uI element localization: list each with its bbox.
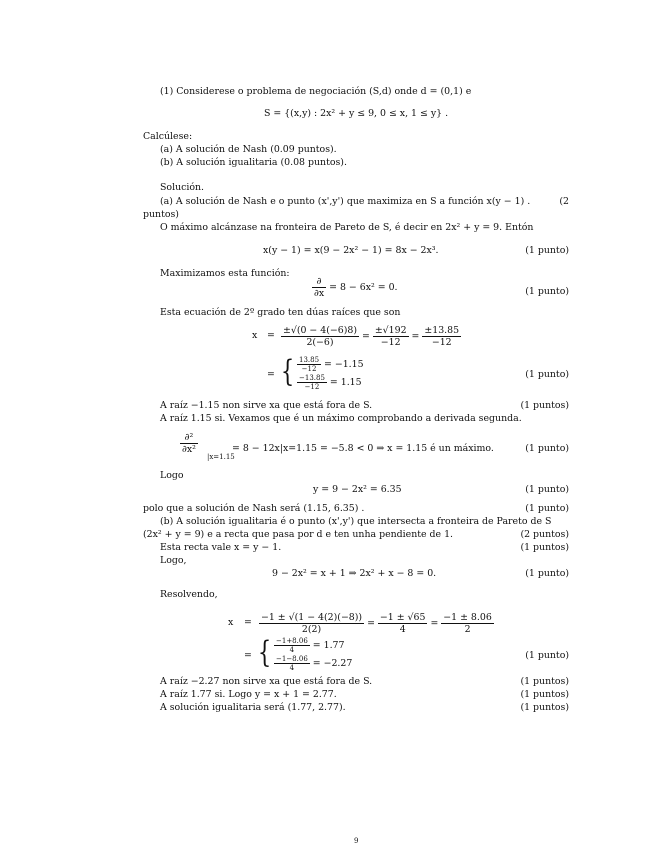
root-pos-den: −12 (304, 383, 320, 391)
derivative-rhs: = 8 − 6x² = 0. (329, 282, 398, 293)
roots-points: (1 punto) (525, 369, 569, 380)
maximize-text: Maximizamos esta función: (160, 268, 290, 279)
equation-objective: x(y − 1) = x(9 − 2x² − 1) = 8x − 2x³. (263, 245, 439, 256)
equation-objective-points: (1 punto) (525, 245, 569, 256)
page-number: 9 (354, 837, 359, 845)
root-pos-value: = 1.15 (329, 377, 362, 388)
second-deriv-rhs: = 8 − 12x|x=1.15 = −5.8 < 0 ⇒ x = 1.15 é un máximo. (232, 443, 494, 454)
root2-neg-den: 4 (289, 664, 295, 672)
part-b: (b) A solución igualitaria (0.08 puntos). (160, 157, 347, 168)
quadratic2-num-2: −1 ± √65 (379, 612, 426, 623)
negative-root-text: A raíz −1.15 non sirve xa que está fora de S. (160, 400, 373, 411)
solving-text: Resolvendo, (160, 589, 218, 600)
egalitarian-intro: (b) A solución igualitaria é o punto (x',y') que intersecta a fronteira de Pareto de S (160, 516, 552, 527)
positive-root-text: A raíz 1.15 si. Vexamos que é un máximo comprobando a derivada segunda. (160, 413, 522, 424)
roots2-brace: { (257, 635, 272, 670)
nash-intro-points: (2 (559, 196, 569, 207)
quadratic-den-2: −12 (380, 337, 401, 348)
positive-root2-text: A raíz 1.77 si. Logo y = x + 1 = 2.77. (160, 689, 337, 700)
solution-heading: Solución. (160, 182, 205, 193)
quadratic2-den-2: 4 (399, 624, 406, 635)
egalitarian-solution: A solución igualitaria será (1.77, 2.77). (160, 702, 346, 713)
root2-neg-value: = −2.27 (312, 658, 353, 669)
roots-text: Esta ecuación de 2º grado ten dúas raíces que son (160, 307, 401, 318)
quadratic-num-3: ±13.85 (424, 325, 460, 336)
nash-solution: polo que a solución de Nash será (1.15, 6.35) . (143, 503, 365, 514)
quadratic-den-3: −12 (431, 337, 452, 348)
root2-negative (274, 655, 352, 672)
root-negative (297, 356, 364, 373)
derivative-numerator: ∂ (312, 276, 326, 288)
part-a: (a) A solución de Nash (0.09 puntos). (160, 144, 337, 155)
quadratic2-x: x (228, 617, 234, 628)
root2-pos-num: −1+8.06 (276, 637, 308, 645)
quadratic2-num-3: −1 ± 8.06 (443, 612, 492, 623)
root2-pos-den: 4 (289, 646, 295, 654)
negative-root-points: (1 puntos) (520, 400, 569, 411)
logo2-label: Logo, (160, 555, 187, 566)
problem-intro: (1) Considerese o problema de negociación (S,d) onde d = (0,1) e (160, 86, 472, 97)
derivative-equation (312, 276, 398, 299)
egalitarian-intro-points: (2 puntos) (520, 529, 569, 540)
quadratic-num-2: ±√192 (374, 325, 407, 336)
second-derivative (180, 432, 198, 455)
nash-solution-points: (1 punto) (525, 503, 569, 514)
roots2-points: (1 punto) (525, 650, 569, 661)
root-neg-num: 13.85 (299, 356, 320, 364)
negative-root2-text: A raíz −2.27 non sirve xa que está fora de S. (160, 676, 373, 687)
second-deriv-points: (1 punto) (525, 443, 569, 454)
nash-intro-points-cont: puntos) (143, 209, 179, 220)
equation-2-points: (1 punto) (525, 568, 569, 579)
root-neg-value: = −1.15 (324, 359, 364, 370)
pareto-line: O máximo alcánzase na fronteira de Pareto de S, é decir en 2x² + y = 9. Entón (160, 222, 534, 233)
roots-brace: { (280, 354, 295, 389)
roots2-eq-sign: = (244, 650, 252, 661)
root-neg-den: −12 (301, 365, 317, 373)
root2-positive (274, 637, 344, 654)
quadratic-num-1: ±√(0 − 4(−6)8) (283, 325, 357, 336)
y-equation: y = 9 − 2x² = 6.35 (313, 484, 402, 495)
quadratic-eq-sign: = (267, 330, 275, 341)
quadratic-formula: $\frac{\pm√(0 - 4(-6)8)}{2(-6)}$ = $\frac{\pm√192}{-12}$ = $\frac{\pm 13.85}{-12}$ (283, 325, 460, 348)
negative-root2-points: (1 puntos) (520, 676, 569, 687)
quadratic2-den-3: 2 (464, 624, 471, 635)
quadratic-den-1: 2(−6) (306, 337, 334, 348)
egalitarian-intro-2: (2x² + y = 9) e a recta que pasa por d e ten unha pendiente de 1. (143, 529, 454, 540)
derivative-points: (1 punto) (525, 286, 569, 297)
quadratic-x: x (252, 330, 258, 341)
y-equation-points: (1 punto) (525, 484, 569, 495)
quadratic2-num-1: −1 ± √(1 − 4(2)(−8)) (261, 612, 363, 623)
derivative-denominator: ∂x (314, 288, 325, 299)
logo-label: Logo (160, 470, 184, 481)
quadratic2-den-1: 2(2) (301, 624, 322, 635)
equation-2: 9 − 2x² = x + 1 ⇒ 2x² + x − 8 = 0. (272, 568, 437, 579)
line-equation-points: (1 puntos) (520, 542, 569, 553)
nash-intro: (a) A solución de Nash e o punto (x',y') que maximiza en S a función x(y − 1) . (160, 196, 531, 207)
second-deriv-sub: |x=1.15 (207, 453, 235, 461)
second-deriv-den: ∂x² (182, 444, 196, 455)
root2-neg-num: −1−8.06 (276, 655, 308, 663)
root-positive (297, 374, 362, 391)
quadratic-formula-2: $\frac{-1 \pm √(1 - 4(2)(-8))}{2(2)}$ = $\frac{-1 \pm √65}{4}$ = $\frac{-1 \pm 8.06}{2}$ (261, 612, 492, 635)
calc-label: Calcúlese: (143, 131, 193, 142)
root-pos-num: −13.85 (299, 374, 325, 382)
quadratic2-eq-sign: = (244, 617, 252, 628)
roots-eq-sign: = (267, 369, 275, 380)
egalitarian-solution-points: (1 puntos) (520, 702, 569, 713)
second-deriv-num: ∂² (180, 432, 198, 444)
positive-root2-points: (1 puntos) (520, 689, 569, 700)
set-definition: S = {(x,y) : 2x² + y ≤ 9, 0 ≤ x, 1 ≤ y} . (263, 108, 449, 119)
line-equation: Esta recta vale x = y − 1. (160, 542, 282, 553)
root2-pos-value: = 1.77 (312, 640, 345, 651)
